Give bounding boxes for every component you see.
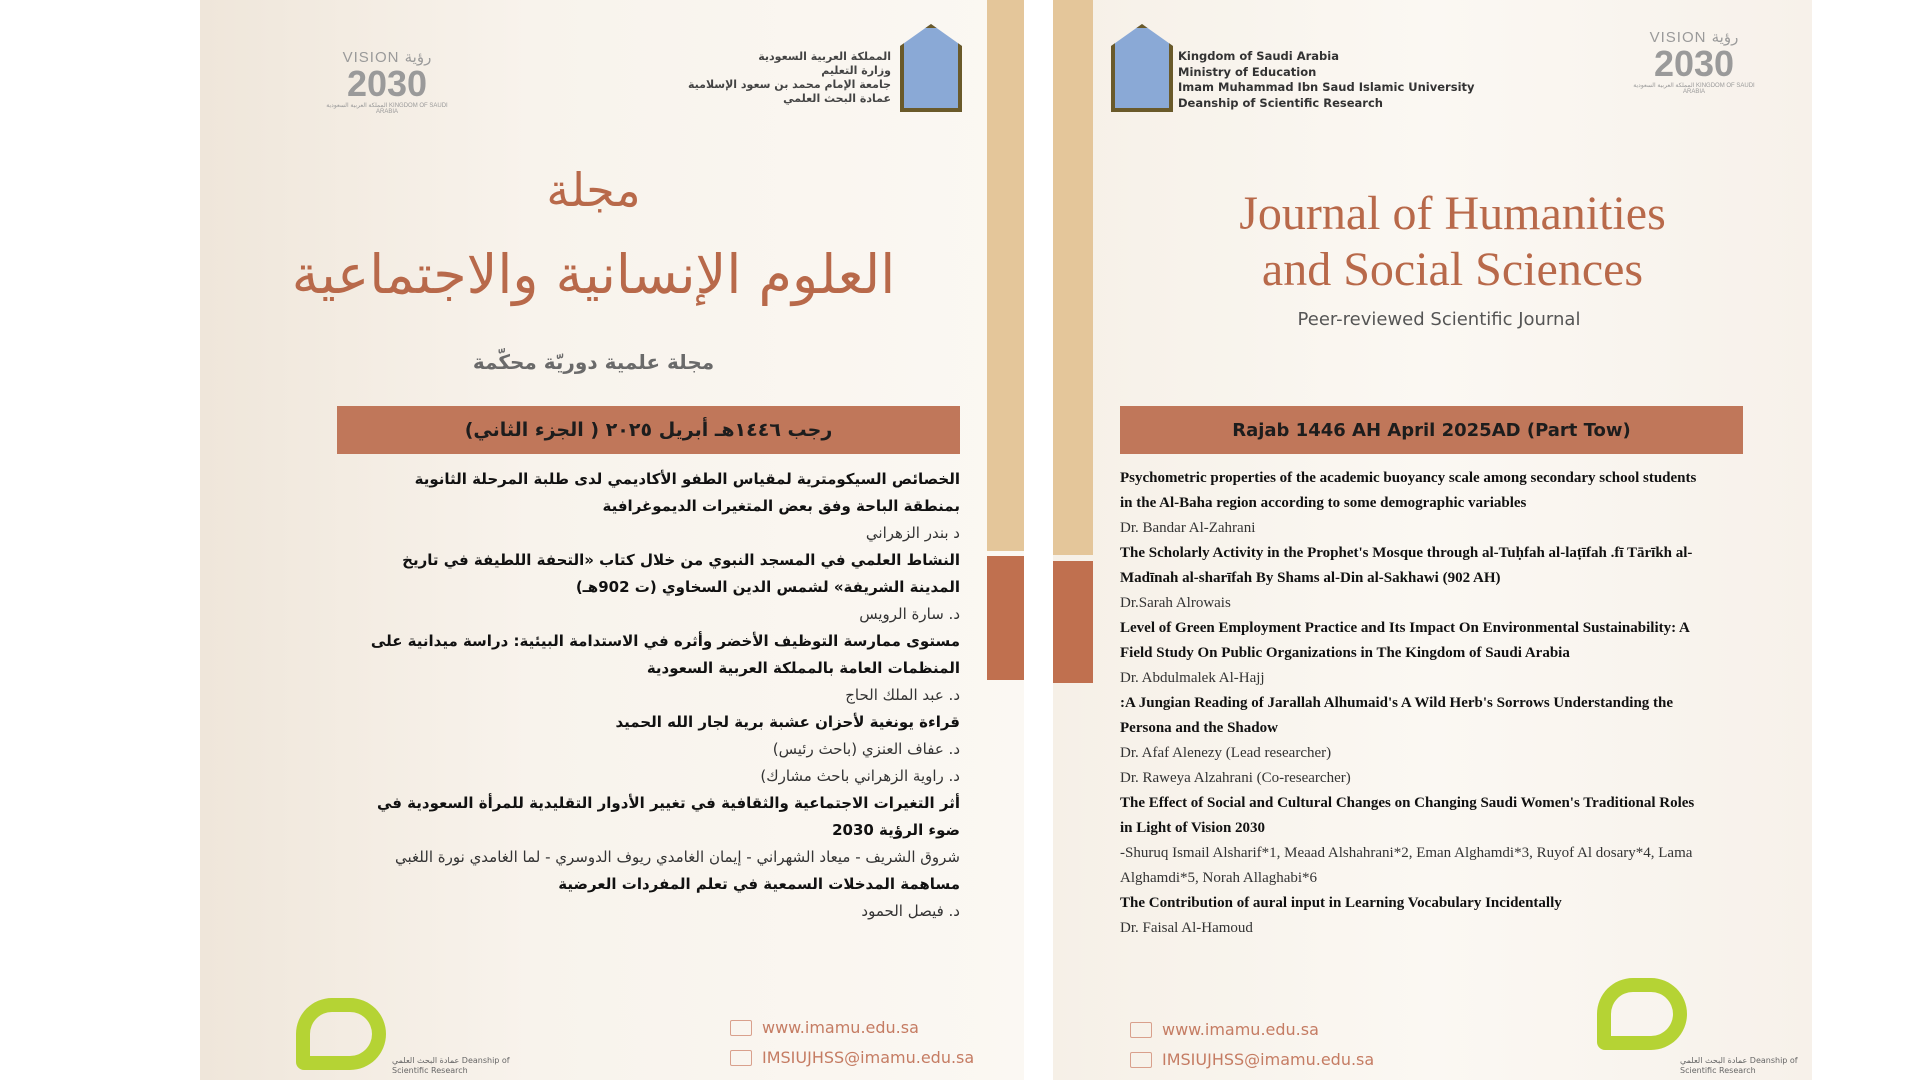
article-list-en <box>1120 466 1700 941</box>
vision-word: VISION رؤية <box>1649 29 1739 46</box>
web-icon <box>1130 1022 1152 1038</box>
issue-banner-en: Rajab 1446 AH April 2025AD (Part Tow) <box>1120 406 1743 454</box>
journal-subtitle: Peer-reviewed Scientific Journal <box>1297 309 1581 330</box>
header-line: Deanship of Scientific Research <box>1178 95 1383 110</box>
header-line: Ministry of Education <box>1178 64 1317 79</box>
web-icon <box>730 1020 752 1036</box>
article-title: أثر التغيرات الاجتماعية والثقافية في تغيير الأدوار التقليدية للمرأة السعودية في ضوء الرؤية 2030 <box>376 794 960 839</box>
arabic-subtitle: مجلة علمية دوريّة محكّمة <box>472 350 715 374</box>
dsr-logo <box>296 998 386 1070</box>
email-en[interactable] <box>1130 1050 1374 1069</box>
vision-2030-logo <box>322 48 452 115</box>
email-link[interactable]: IMSIUJHSS@imamu.edu.sa <box>1162 1050 1375 1069</box>
dsr-logo <box>1597 978 1687 1050</box>
article-author: د. عبد الملك الحاج <box>845 686 960 704</box>
rust-strip <box>1053 561 1093 683</box>
vision-sub: المملكة العربية السعودية KINGDOM OF SAUDI ARABIA <box>326 103 448 115</box>
article-author: شروق الشريف - ميعاد الشهراني - إيمان الغامدي ريوف الدوسري - لما الغامدي نورة اللغبي <box>395 848 960 866</box>
title-line: Journal of Humanities <box>1239 187 1666 240</box>
article-author: د. عفاف العنزي (باحث رئيس) <box>772 740 960 758</box>
rust-strip <box>987 556 1024 680</box>
article-author: د. فيصل الحمود <box>861 902 960 920</box>
vision-year: 2030 <box>1653 43 1735 84</box>
arabic-title-main: العلوم الإنسانية والاجتماعية <box>291 243 896 306</box>
article-title: :A Jungian Reading of Jarallah Alhumaid's A Wild Herb's Sorrows Understanding the Persona and the Shadow <box>1120 695 1674 736</box>
website-link[interactable]: www.imamu.edu.sa <box>762 1018 919 1037</box>
header-line: المملكة العربية السعودية <box>758 50 891 63</box>
vision-word: VISION رؤية <box>342 49 432 66</box>
right-header-text <box>1178 49 1475 111</box>
dsr-logo-text: عمادة البحث العلمي Deanship of Scientific Research <box>392 1056 510 1075</box>
header-line: جامعة الإمام محمد بن سعود الإسلامية <box>687 78 891 91</box>
article-author: د. راوية الزهراني باحث مشارك) <box>760 767 960 785</box>
article-title: الخصائص السيكومترية لمقياس الطفو الأكاديمي لدى طلبة المرحلة الثانوية بمنطقة الباحة وفق بعض المتغيرات الديموغرافية <box>414 470 960 515</box>
article-author: -Shuruq Ismail Alsharif*1, Meaad Alshahrani*2, Eman Alghamdi*3, Ruyof Al dosary*4, Lama Alghamdi*5, Norah Allaghabi*6 <box>1120 845 1693 886</box>
article-title: The Effect of Social and Cultural Changes on Changing Saudi Women's Traditional Roles in Light of Vision 2030 <box>1120 795 1695 836</box>
article-title: النشاط العلمي في المسجد النبوي من خلال كتاب «التحفة اللطيفة في تاريخ المدينة الشريفة» لشمس الدين السخاوي (ت 902هـ) <box>402 551 960 596</box>
article-title: Level of Green Employment Practice and Its Impact On Environmental Sustainability: A Field Study On Public Organizations in The Kingdom of Saudi Arabia <box>1120 620 1690 661</box>
article-title: The Contribution of aural input in Learning Vocabulary Incidentally <box>1120 895 1562 911</box>
left-header-text <box>688 50 891 106</box>
article-list-ar <box>360 466 960 925</box>
mail-icon <box>1130 1052 1152 1068</box>
article-author: Dr. Abdulmalek Al-Hajj <box>1120 670 1265 686</box>
article-author: Dr. Raweya Alzahrani (Co-researcher) <box>1120 770 1351 786</box>
article-author: Dr. Afaf Alenezy (Lead researcher) <box>1120 745 1332 761</box>
header-line: وزارة التعليم <box>821 64 891 77</box>
article-title: مساهمة المدخلات السمعية في تعلم المفردات العرضية <box>558 875 960 893</box>
vision-year: 2030 <box>346 63 428 104</box>
article-author: Dr.Sarah Alrowais <box>1120 595 1231 611</box>
article-title: مستوى ممارسة التوظيف الأخضر وأثره في الاستدامة البيئية: دراسة ميدانية على المنظمات العامة بالمملكة العربية السعودية <box>370 632 960 677</box>
article-author: د. سارة الرويس <box>859 605 960 623</box>
article-title: The Scholarly Activity in the Prophet's Mosque through al-Tuḥfah al-laṭīfah .fī Tārīkh al-Madīnah al-sharīfah By Shams al-Din al-Sakhawi (902 AH) <box>1120 545 1693 586</box>
issue-banner-ar: رجب ١٤٤٦هـ أبريل ٢٠٢٥ ( الجزء الثاني) <box>337 406 960 454</box>
journal-title <box>1093 186 1812 298</box>
gold-strip <box>1053 0 1093 555</box>
article-author: د بندر الزهراني <box>865 524 960 542</box>
mail-icon <box>730 1050 752 1066</box>
arabic-title-top: مجلة <box>546 163 641 217</box>
article-title: Psychometric properties of the academic buoyancy scale among secondary school students in the Al-Baha region according to some demographic variables <box>1120 470 1697 511</box>
article-author: Dr. Faisal Al-Hamoud <box>1120 920 1253 936</box>
header-line: Imam Muhammad Ibn Saud Islamic University <box>1178 80 1475 94</box>
email-link[interactable]: IMSIUJHSS@imamu.edu.sa <box>762 1048 975 1067</box>
website-ar[interactable] <box>730 1018 919 1037</box>
website-link[interactable]: www.imamu.edu.sa <box>1162 1020 1319 1039</box>
gold-strip <box>987 0 1024 551</box>
title-line: and Social Sciences <box>1261 243 1644 296</box>
article-title: قراءة يونغية لأحزان عشبة برية لجار الله الحميد <box>615 713 960 731</box>
vision-sub: المملكة العربية السعودية KINGDOM OF SAUDI ARABIA <box>1633 83 1755 95</box>
article-author: Dr. Bandar Al-Zahrani <box>1120 520 1256 536</box>
website-en[interactable] <box>1130 1020 1319 1039</box>
header-line: عمادة البحث العلمي <box>783 92 891 105</box>
email-ar[interactable] <box>730 1048 974 1067</box>
header-line: Kingdom of Saudi Arabia <box>1178 49 1339 63</box>
dsr-logo-text: عمادة البحث العلمي Deanship of Scientific Research <box>1680 1056 1798 1075</box>
vision-2030-logo <box>1632 28 1756 95</box>
